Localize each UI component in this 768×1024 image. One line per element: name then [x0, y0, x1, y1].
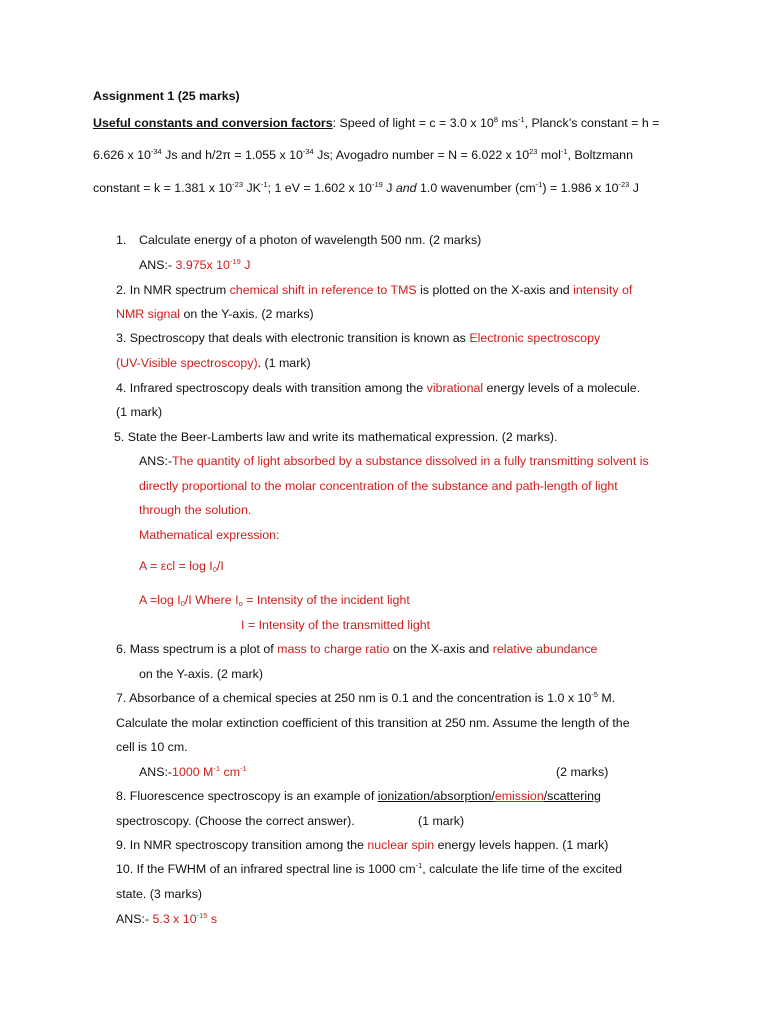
- question-3-line-1: 3. Spectroscopy that deals with electronic transition is known as Electronic spectroscopy: [116, 331, 601, 345]
- constants-line-1: Useful constants and conversion factors: Speed of light = c = 3.0 x $10^8$ $ms^{-1}$, Planck’s constant = h =: [93, 115, 660, 130]
- question-8-line-1: 8. Fluorescence spectroscopy is an example of ionization/absorption/emission/scattering: [116, 789, 601, 803]
- question-1-answer: ANS:- 3.975x $10^{-19}$ J: [139, 257, 251, 272]
- question-7-line-2: Calculate the molar extinction coefficient of this transition at 250 nm. Assume the length of the: [116, 716, 630, 730]
- question-5-answer-line-1: ANS:-The quantity of light absorbed by a substance dissolved in a fully transmitting solvent is: [139, 454, 649, 468]
- question-3-line-2: (UV-Visible spectroscopy). (1 mark): [116, 356, 311, 370]
- question-7-line-3: cell is 10 cm.: [116, 740, 188, 754]
- constants-heading: Useful constants and conversion factors: [93, 116, 333, 130]
- equation-definition-incident: A =log $I_0/I$ Where $I_o$ = Intensity of the incident light: [139, 593, 410, 608]
- constants-line-3: constant = k = 1.381 x $10^{-23}$ $JK^{-1}$; 1 eV = 1.602 x $10^{-19}$ J and 1.0 wavenumber $(cm^{-1}) = 1.986$ x $10^{-23}$ J: [93, 180, 639, 195]
- constants-line-2: 6.626 x $10^{-34}$ Js and h/2π = 1.055 x $10^{-34}$ Js; Avogadro number = N = 6.022 x $10^{23}$ mol$^{-1}$, Boltzmann: [93, 147, 633, 162]
- question-5-text: 5. State the Beer-Lamberts law and write its mathematical expression. (2 marks).: [114, 430, 558, 444]
- question-10-answer: ANS:- 5.3 x $10^{-15}$ s: [116, 911, 218, 926]
- question-5-answer-line-3: through the solution.: [139, 503, 252, 517]
- question-10-line-1: 10. If the FWHM of an infrared spectral line is 1000 $cm^{-1}$, calculate the life time of the excited: [116, 861, 622, 876]
- question-2-line-1: 2. In NMR spectrum chemical shift in reference to TMS is plotted on the X-axis and intensity of: [116, 283, 633, 297]
- question-1-number: 1.: [116, 233, 127, 247]
- question-6-line-2: on the Y-axis. (2 mark): [139, 667, 263, 681]
- question-5-answer-line-2: directly proportional to the molar concentration of the substance and path-length of light: [139, 479, 618, 493]
- question-8-marks: (1 mark): [418, 814, 465, 828]
- question-7-marks: (2 marks): [556, 765, 609, 779]
- question-8-line-2: spectroscopy. (Choose the correct answer).: [116, 814, 355, 828]
- assignment-title: Assignment 1 (25 marks): [93, 89, 240, 103]
- question-4-line-1: 4. Infrared spectroscopy deals with transition among the vibrational energy levels of a molecule.: [116, 381, 641, 395]
- question-7-line-1: 7. Absorbance of a chemical species at 250 nm is 0.1 and the concentration is 1.0 x $10^{-5}$ M.: [116, 690, 616, 705]
- equation-definition-transmitted: I = Intensity of the transmitted light: [241, 618, 431, 632]
- question-4-line-2: (1 mark): [116, 405, 163, 419]
- question-1-text: Calculate energy of a photon of wavelength 500 nm. (2 marks): [139, 233, 482, 247]
- beer-lambert-equation: $A = \varepsilon cl = \log I_0/I$: [139, 559, 224, 574]
- question-7-answer: ANS:-1000 $M^{-1}$ $cm^{-1}$: [139, 764, 247, 779]
- math-expression-label: Mathematical expression:: [139, 528, 280, 542]
- question-9-text: 9. In NMR spectroscopy transition among the nuclear spin energy levels happen. (1 mark): [116, 838, 609, 852]
- question-2-line-2: NMR signal on the Y-axis. (2 marks): [116, 307, 314, 321]
- question-6-line-1: 6. Mass spectrum is a plot of mass to charge ratio on the X-axis and relative abundance: [116, 642, 598, 656]
- question-10-line-2: state. (3 marks): [116, 887, 203, 901]
